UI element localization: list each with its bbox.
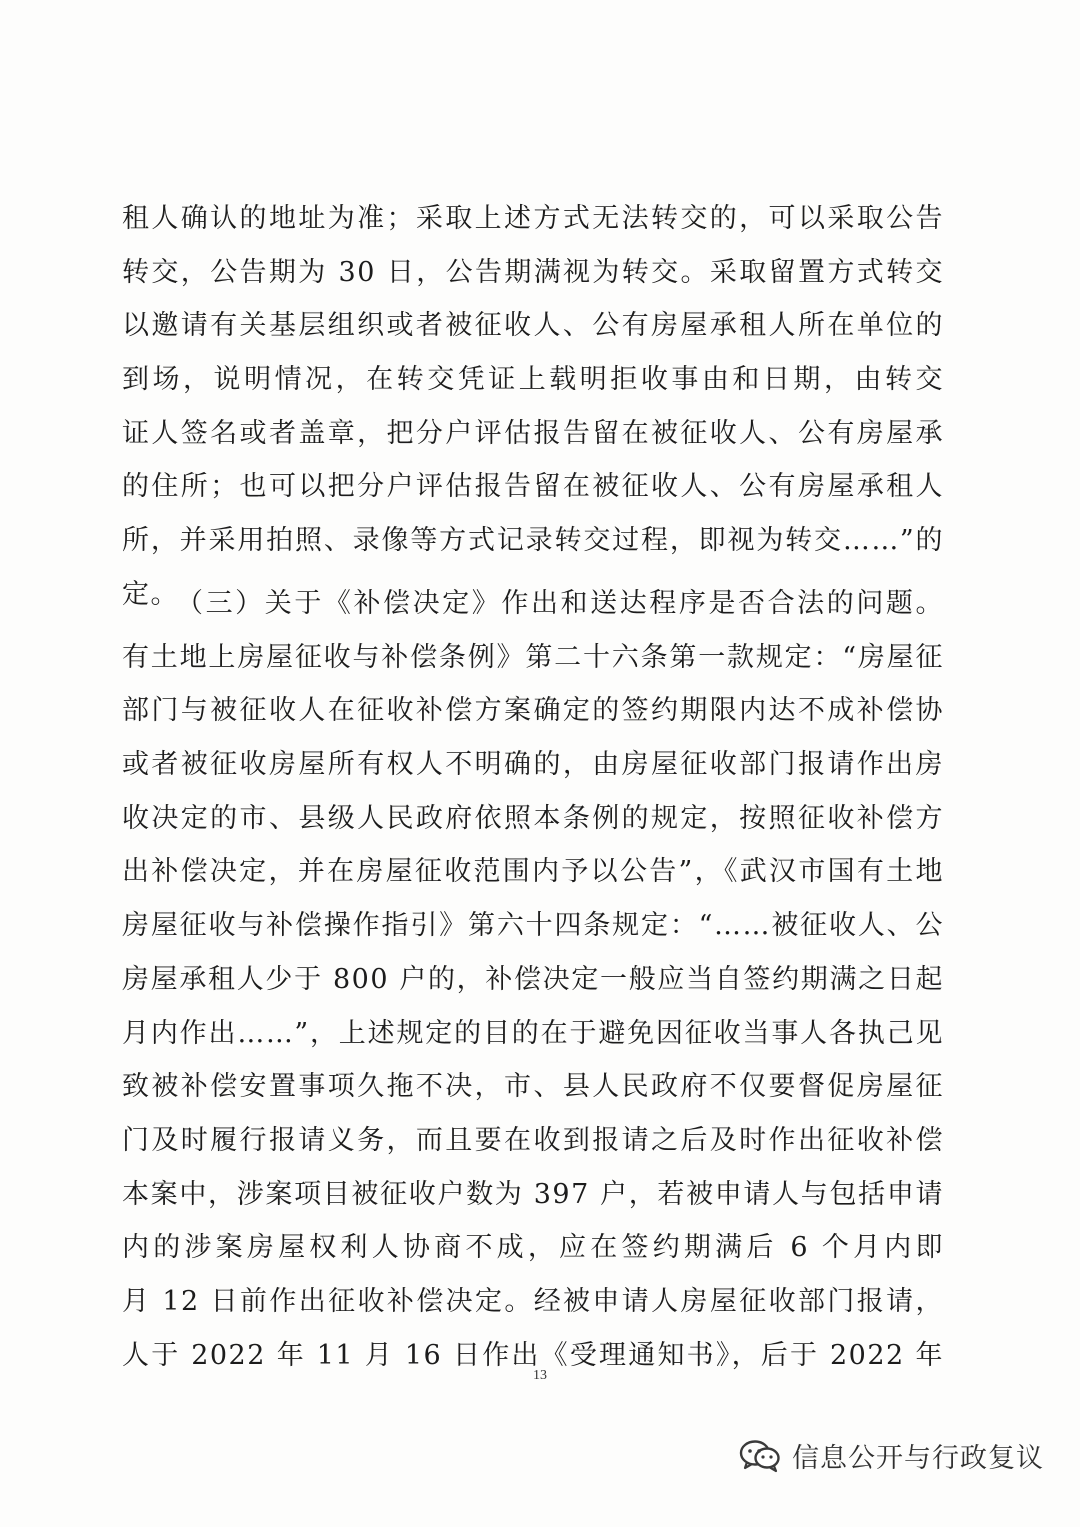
text-line: 部门与被征收人在征收补偿方案确定的签约期限内达不成补偿协 [122, 695, 944, 727]
text-line: 致被补偿安置事项久拖不决，市、县人民政府不仅要督促房屋征 [122, 1071, 944, 1103]
text-line: 所，并采用拍照、录像等方式记录转交过程，即视为转交……”的 [122, 525, 944, 557]
page-number: 13 [533, 1368, 547, 1383]
text-line: 内的涉案房屋权利人协商不成，应在签约期满后 6 个月内即 [122, 1232, 944, 1264]
text-line: （三）关于《补偿决定》作出和送达程序是否合法的问题。 [176, 588, 944, 619]
text-line: 有土地上房屋征收与补偿条例》第二十六条第一款规定：“房屋征 [122, 641, 944, 673]
text-line: 的住所；也可以把分户评估报告留在被征收人、公有房屋承租人 [122, 471, 944, 503]
text-line: 转交，公告期为 30 日，公告期满视为转交。采取留置方式转交 [122, 256, 944, 288]
account-watermark [738, 1436, 1044, 1475]
text-line: 出补偿决定，并在房屋征收范围内予以公告”，《武汉市国有土地 [122, 856, 944, 888]
wechat-official-account-icon [738, 1438, 782, 1474]
text-line: 租人确认的地址为准；采取上述方式无法转交的，可以采取公告 [122, 203, 944, 234]
watermark-text: 信息公开与行政复议 [792, 1443, 1044, 1474]
text-line: 人于 2022 年 11 月 16 日作出《受理通知书》，后于 2022 年 [122, 1339, 944, 1371]
text-line: 收决定的市、县级人民政府依照本条例的规定，按照征收补偿方 [122, 802, 944, 834]
text-line: 门及时履行报请义务，而且要在收到报请之后及时作出征收补偿 [122, 1124, 944, 1156]
text-line: 房屋承租人少于 800 户的，补偿决定一般应当自签约期满之日起 [122, 963, 944, 995]
text-line-last: 定。 [122, 578, 179, 610]
paragraph-section-3 [122, 577, 944, 1382]
text-line: 或者被征收房屋所有权人不明确的，由房屋征收部门报请作出房 [122, 749, 944, 781]
paragraph-continuation [122, 192, 944, 622]
text-line: 以邀请有关基层组织或者被征收人、公有房屋承租人所在单位的 [122, 310, 944, 342]
text-line: 月 12 日前作出征收补偿决定。经被申请人房屋征收部门报请， [122, 1285, 944, 1317]
text-line: 到场，说明情况，在转交凭证上载明拒收事由和日期，由转交 [122, 364, 944, 396]
text-line: 房屋征收与补偿操作指引》第六十四条规定：“……被征收人、公 [122, 910, 944, 942]
text-line: 证人签名或者盖章，把分户评估报告留在被征收人、公有房屋承 [122, 417, 944, 449]
text-line: 本案中，涉案项目被征收户数为 397 户，若被申请人与包括申请 [122, 1178, 944, 1210]
text-line: 月内作出……”，上述规定的目的在于避免因征收当事人各执己见 [122, 1017, 944, 1049]
